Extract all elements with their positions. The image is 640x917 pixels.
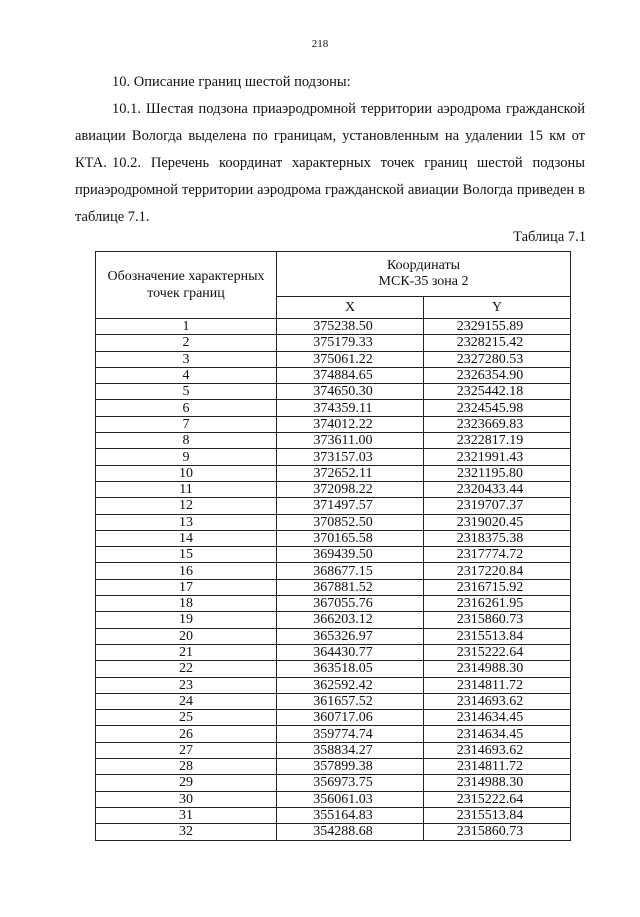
point-number-cell: 11 (96, 481, 277, 497)
table-row (96, 465, 571, 481)
x-coordinate-cell: 357899.38 (277, 759, 424, 775)
table-row (96, 693, 571, 709)
point-number-cell: 8 (96, 433, 277, 449)
x-coordinate-cell: 371497.57 (277, 498, 424, 514)
point-number-cell: 26 (96, 726, 277, 742)
point-number-cell: 25 (96, 710, 277, 726)
table-row (96, 530, 571, 546)
y-coordinate-cell: 2317220.84 (424, 563, 571, 579)
table-row (96, 759, 571, 775)
x-coordinate-cell: 370165.58 (277, 530, 424, 546)
point-number-cell: 5 (96, 384, 277, 400)
point-number-cell: 22 (96, 661, 277, 677)
point-number-cell: 23 (96, 677, 277, 693)
y-coordinate-cell: 2314634.45 (424, 710, 571, 726)
x-coordinate-cell: 358834.27 (277, 742, 424, 758)
x-coordinate-cell: 359774.74 (277, 726, 424, 742)
point-number-cell: 14 (96, 530, 277, 546)
x-coordinate-cell: 373157.03 (277, 449, 424, 465)
point-number-cell: 32 (96, 824, 277, 840)
table-row (96, 319, 571, 335)
point-number-cell: 28 (96, 759, 277, 775)
y-coordinate-cell: 2317774.72 (424, 547, 571, 563)
table-row (96, 596, 571, 612)
table-row (96, 351, 571, 367)
y-coordinate-cell: 2320433.44 (424, 481, 571, 497)
x-coordinate-cell: 360717.06 (277, 710, 424, 726)
y-coordinate-cell: 2315222.64 (424, 644, 571, 660)
table-row (96, 612, 571, 628)
y-coordinate-cell: 2315860.73 (424, 612, 571, 628)
x-coordinate-cell: 374650.30 (277, 384, 424, 400)
point-number-cell: 24 (96, 693, 277, 709)
x-coordinate-cell: 374884.65 (277, 367, 424, 383)
x-coordinate-cell: 356973.75 (277, 775, 424, 791)
table-row (96, 547, 571, 563)
point-number-cell: 7 (96, 416, 277, 432)
section-heading: 10. Описание границ шестой подзоны: (112, 74, 351, 90)
x-coordinate-cell: 362592.42 (277, 677, 424, 693)
point-number-cell: 13 (96, 514, 277, 530)
table-row (96, 449, 571, 465)
table-row (96, 742, 571, 758)
x-coordinate-cell: 372652.11 (277, 465, 424, 481)
table-row (96, 824, 571, 840)
point-number-cell: 27 (96, 742, 277, 758)
x-coordinate-cell: 375061.22 (277, 351, 424, 367)
y-coordinate-cell: 2327280.53 (424, 351, 571, 367)
table-row (96, 367, 571, 383)
table-row (96, 335, 571, 351)
x-coordinate-cell: 356061.03 (277, 791, 424, 807)
point-number-cell: 4 (96, 367, 277, 383)
table-row (96, 677, 571, 693)
table-row (96, 563, 571, 579)
table-row (96, 514, 571, 530)
y-coordinate-cell: 2315513.84 (424, 807, 571, 823)
y-coordinate-cell: 2314693.62 (424, 742, 571, 758)
y-coordinate-cell: 2323669.83 (424, 416, 571, 432)
y-coordinate-cell: 2314988.30 (424, 775, 571, 791)
table-row (96, 384, 571, 400)
y-coordinate-cell: 2315222.64 (424, 791, 571, 807)
y-coordinate-cell: 2316715.92 (424, 579, 571, 595)
table-row (96, 400, 571, 416)
x-coordinate-cell: 368677.15 (277, 563, 424, 579)
y-coordinate-cell: 2319707.37 (424, 498, 571, 514)
point-number-cell: 10 (96, 465, 277, 481)
y-coordinate-cell: 2314811.72 (424, 677, 571, 693)
y-column-header: Y (424, 297, 571, 319)
table-row (96, 710, 571, 726)
point-number-cell: 6 (96, 400, 277, 416)
point-number-cell: 31 (96, 807, 277, 823)
x-coordinate-cell: 361657.52 (277, 693, 424, 709)
x-coordinate-cell: 372098.22 (277, 481, 424, 497)
table-row (96, 661, 571, 677)
point-number-cell: 29 (96, 775, 277, 791)
y-coordinate-cell: 2314634.45 (424, 726, 571, 742)
y-coordinate-cell: 2316261.95 (424, 596, 571, 612)
y-coordinate-cell: 2328215.42 (424, 335, 571, 351)
y-coordinate-cell: 2319020.45 (424, 514, 571, 530)
table-row (96, 498, 571, 514)
point-number-cell: 17 (96, 579, 277, 595)
coordinates-table (95, 251, 571, 841)
point-number-cell: 16 (96, 563, 277, 579)
point-number-cell: 9 (96, 449, 277, 465)
table-row (96, 433, 571, 449)
table-row (96, 791, 571, 807)
page-number: 218 (311, 38, 329, 50)
point-number-cell: 12 (96, 498, 277, 514)
x-coordinate-cell: 367055.76 (277, 596, 424, 612)
table-row (96, 726, 571, 742)
coordinates-group-header (277, 252, 571, 297)
table-row (96, 416, 571, 432)
y-coordinate-cell: 2321195.80 (424, 465, 571, 481)
point-number-cell: 21 (96, 644, 277, 660)
x-coordinate-cell: 364430.77 (277, 644, 424, 660)
coordinates-header-title: Координаты (387, 258, 460, 274)
x-coordinate-cell: 375179.33 (277, 335, 424, 351)
x-coordinate-cell: 365326.97 (277, 628, 424, 644)
point-number-cell: 1 (96, 319, 277, 335)
x-coordinate-cell: 375238.50 (277, 319, 424, 335)
x-coordinate-cell: 367881.52 (277, 579, 424, 595)
table-row (96, 644, 571, 660)
y-coordinate-cell: 2325442.18 (424, 384, 571, 400)
points-column-header: Обозначение характерных точек границ (96, 252, 277, 319)
point-number-cell: 15 (96, 547, 277, 563)
y-coordinate-cell: 2321991.43 (424, 449, 571, 465)
y-coordinate-cell: 2329155.89 (424, 319, 571, 335)
y-coordinate-cell: 2324545.98 (424, 400, 571, 416)
x-coordinate-cell: 366203.12 (277, 612, 424, 628)
y-coordinate-cell: 2326354.90 (424, 367, 571, 383)
point-number-cell: 18 (96, 596, 277, 612)
x-coordinate-cell: 369439.50 (277, 547, 424, 563)
table-row (96, 807, 571, 823)
y-coordinate-cell: 2315860.73 (424, 824, 571, 840)
point-number-cell: 30 (96, 791, 277, 807)
x-coordinate-cell: 363518.05 (277, 661, 424, 677)
y-coordinate-cell: 2322817.19 (424, 433, 571, 449)
x-coordinate-cell: 370852.50 (277, 514, 424, 530)
x-coordinate-cell: 355164.83 (277, 807, 424, 823)
paragraph-10-1: 10.1. Шестая подзона приаэродромной территории аэродрома гражданской авиации Вологда выделена по границам, установленным на удалении 15 км от КТА. (75, 101, 585, 171)
y-coordinate-cell: 2315513.84 (424, 628, 571, 644)
y-coordinate-cell: 2318375.38 (424, 530, 571, 546)
x-coordinate-cell: 374359.11 (277, 400, 424, 416)
table-row (96, 481, 571, 497)
x-coordinate-cell: 354288.68 (277, 824, 424, 840)
table-row (96, 579, 571, 595)
table-caption: Таблица 7.1 (513, 229, 586, 245)
coordinate-system-label: МСК-35 зона 2 (378, 274, 469, 290)
table-body (96, 319, 571, 841)
table-row (96, 775, 571, 791)
point-number-cell: 2 (96, 335, 277, 351)
point-number-cell: 19 (96, 612, 277, 628)
x-column-header: X (277, 297, 424, 319)
point-number-cell: 3 (96, 351, 277, 367)
paragraph-10-2: 10.2. Перечень координат характерных точек границ шестой подзоны приаэродромной территории аэродрома гражданской авиации Вологда приведен в таблице 7.1. (75, 155, 585, 225)
point-number-cell: 20 (96, 628, 277, 644)
y-coordinate-cell: 2314693.62 (424, 693, 571, 709)
table-row (96, 628, 571, 644)
x-coordinate-cell: 373611.00 (277, 433, 424, 449)
y-coordinate-cell: 2314811.72 (424, 759, 571, 775)
x-coordinate-cell: 374012.22 (277, 416, 424, 432)
y-coordinate-cell: 2314988.30 (424, 661, 571, 677)
